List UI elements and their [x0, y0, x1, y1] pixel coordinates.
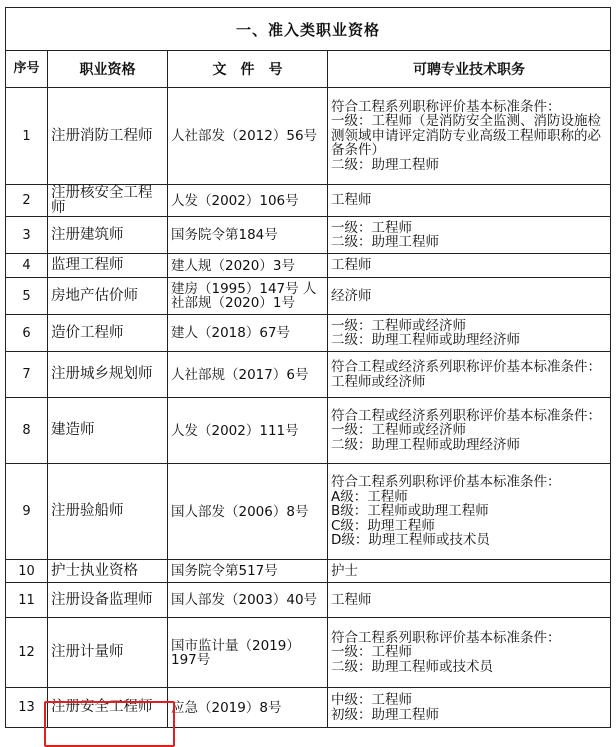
position-line: D级：助理工程师或技术员	[331, 532, 490, 549]
position-line: 二级：助理工程师或技术员	[331, 658, 493, 675]
document-number: 建人规（2020）3号	[168, 254, 328, 278]
qualification-name: 造价工程师	[48, 315, 168, 352]
row-number: 11	[6, 583, 48, 618]
position-line: 工程师	[331, 192, 372, 209]
document-number: 应急（2019）8号	[168, 688, 328, 728]
table-row	[6, 464, 611, 560]
qualification-name: 房地产估价师	[48, 278, 168, 315]
document-number: 人发（2002）106号	[168, 185, 328, 217]
position-line: 二级：助理工程师	[331, 234, 439, 250]
document-number: 建房（1995）147号 人社部规（2020）1号	[168, 278, 328, 315]
qualification-name: 注册建筑师	[48, 217, 168, 254]
table-row	[6, 217, 611, 254]
document-number: 国务院令第184号	[168, 217, 328, 254]
document-number: 国人部发（2003）40号	[168, 583, 328, 618]
table-row	[6, 315, 611, 352]
table-row	[6, 398, 611, 464]
qualification-table-sheet	[5, 7, 610, 728]
table-row	[6, 254, 611, 278]
position-cell	[328, 560, 611, 583]
qualification-name: 注册设备监理师	[48, 583, 168, 618]
table-title: 一、准入类职业资格	[6, 8, 611, 51]
document-number: 国务院令第517号	[168, 560, 328, 583]
position-line: 一级：工程师（是消防安全监测、消防设施检测领域申请评定消防专业高级工程师职称的必备条件）	[331, 113, 601, 159]
position-line: 二级：助理工程师或助理经济师	[331, 436, 520, 453]
position-cell	[328, 398, 611, 464]
row-number: 6	[6, 315, 48, 352]
row-number: 13	[6, 688, 48, 728]
row-number: 3	[6, 217, 48, 254]
position-cell	[328, 688, 611, 728]
position-cell	[328, 315, 611, 352]
position-line: 符合工程或经济系列职称评价基本标准条件：	[331, 407, 601, 424]
position-line: 初级：助理工程师	[331, 706, 439, 723]
document-number: 国人部发（2006）8号	[168, 464, 328, 560]
qualification-name: 注册城乡规划师	[48, 352, 168, 398]
document-number: 国市监计量（2019）197号	[168, 618, 328, 688]
qualification-name: 建造师	[48, 398, 168, 464]
row-number: 12	[6, 618, 48, 688]
position-line: 符合工程或经济系列职称评价基本标准条件：	[331, 359, 601, 375]
table-row	[6, 352, 611, 398]
table-row	[6, 618, 611, 688]
qualification-name: 监理工程师	[48, 254, 168, 278]
position-cell	[328, 217, 611, 254]
qualification-name: 护士执业资格	[48, 560, 168, 583]
qualification-name: 注册计量师	[48, 618, 168, 688]
position-line: 一级：工程师或经济师	[331, 422, 466, 439]
position-line: 一级：工程师	[331, 219, 412, 236]
document-number: 人发（2002）111号	[168, 398, 328, 464]
position-cell	[328, 583, 611, 618]
position-line: C级：助理工程师	[331, 517, 435, 534]
position-line: 二级：助理工程师或助理经济师	[331, 332, 520, 348]
row-number: 4	[6, 254, 48, 278]
header-seq: 序号	[6, 51, 48, 88]
header-document: 文 件 号	[168, 51, 328, 88]
position-line: 二级：助理工程师	[331, 156, 439, 173]
row-number: 7	[6, 352, 48, 398]
row-number: 9	[6, 464, 48, 560]
header-position: 可聘专业技术职务	[328, 51, 611, 88]
qualification-name: 注册核安全工程师	[48, 185, 168, 217]
position-line: 经济师	[331, 287, 372, 304]
position-line: 符合工程系列职称评价基本标准条件：	[331, 98, 561, 115]
position-cell	[328, 618, 611, 688]
table-row	[6, 560, 611, 583]
table-row	[6, 688, 611, 728]
position-cell	[328, 185, 611, 217]
table-row	[6, 88, 611, 185]
position-line: 工程师或经济师	[331, 373, 426, 390]
position-line: 护士	[331, 562, 358, 579]
position-cell	[328, 278, 611, 315]
table-row	[6, 583, 611, 618]
position-line: 一级：工程师或经济师	[331, 317, 466, 334]
qualification-name: 注册安全工程师	[48, 688, 168, 728]
qualification-name: 注册验船师	[48, 464, 168, 560]
position-line: 中级：工程师	[331, 692, 412, 708]
qualification-table	[5, 7, 611, 728]
position-line: 工程师	[331, 591, 372, 608]
qualification-name: 注册消防工程师	[48, 88, 168, 185]
position-line: 一级：工程师	[331, 644, 412, 661]
row-number: 5	[6, 278, 48, 315]
row-number: 2	[6, 185, 48, 217]
row-number: 8	[6, 398, 48, 464]
position-line: 符合工程系列职称评价基本标准条件：	[331, 474, 561, 491]
row-number: 1	[6, 88, 48, 185]
position-cell	[328, 254, 611, 278]
header-qualification: 职业资格	[48, 51, 168, 88]
document-number: 建人（2018）67号	[168, 315, 328, 352]
document-number: 人社部规（2017）6号	[168, 352, 328, 398]
position-line: 工程师	[331, 257, 372, 274]
position-cell	[328, 88, 611, 185]
table-row	[6, 185, 611, 217]
position-line: B级：工程师或助理工程师	[331, 503, 489, 520]
position-cell	[328, 352, 611, 398]
row-number: 10	[6, 560, 48, 583]
position-cell	[328, 464, 611, 560]
table-row	[6, 278, 611, 315]
position-line: 符合工程系列职称评价基本标准条件：	[331, 629, 561, 646]
position-line: A级：工程师	[331, 488, 408, 505]
document-number: 人社部发（2012）56号	[168, 88, 328, 185]
